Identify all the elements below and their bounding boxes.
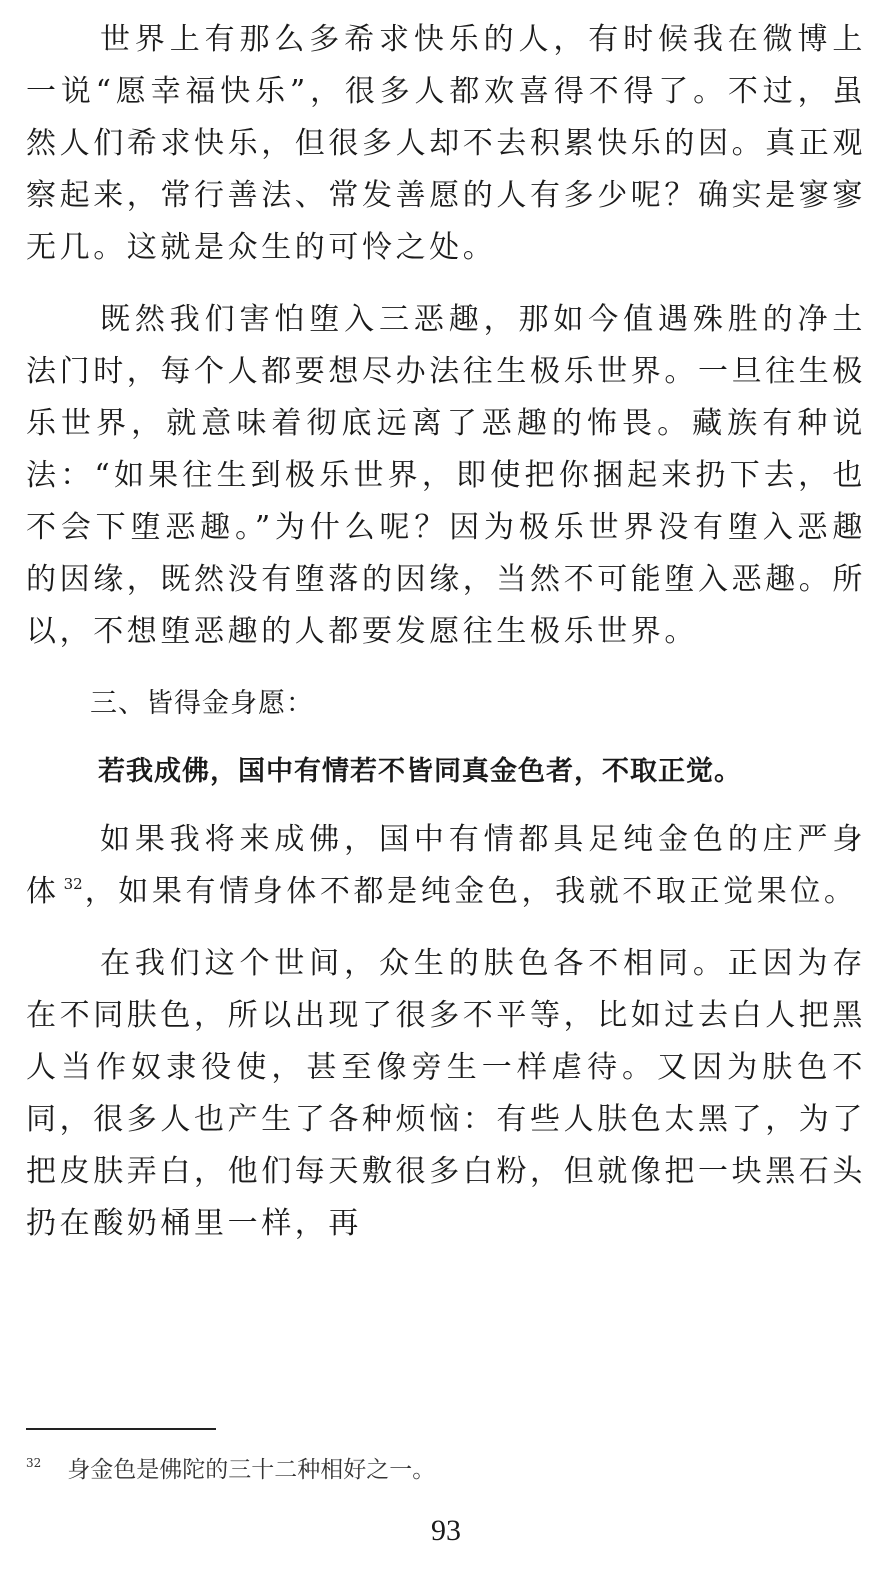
- paragraph-spacer: [26, 658, 866, 678]
- body-paragraph-1: 世界上有那么多希求快乐的人，有时候我在微博上一说“愿幸福快乐”，很多人都欢喜得不得了。不过，虽然人们希求快乐，但很多人却不去积累快乐的因。真正观察起来，常行善法、常发善愿的人有多少呢？确实是寥寥无几。这就是众生的可怜之处。: [26, 22, 866, 265]
- paragraph-spacer: [26, 918, 866, 938]
- paragraph-spacer: [26, 798, 866, 814]
- paragraph-spacer: [26, 730, 866, 746]
- footnote: [26, 1446, 435, 1487]
- paragraph-spacer: [26, 274, 866, 294]
- paragraph-3-text-a: 如果我将来成佛，国中有情都具足纯金色的庄严身体: [26, 822, 866, 909]
- body-paragraph-3: [26, 814, 866, 918]
- body-paragraph-4: 在我们这个世间，众生的肤色各不相同。正因为存在不同肤色，所以出现了很多不平等，比如过去白人把黑人当作奴隶役使，甚至像旁生一样虐待。又因为肤色不同，很多人也产生了各种烦恼：有些人肤色太黑了，为了把皮肤弄白，他们每天敷很多白粉，但就像把一块黑石头扔在酸奶桶里一样，再: [26, 946, 866, 1241]
- vow-verse: 若我成佛，国中有情若不皆同真金色者，不取正觉。: [98, 756, 742, 787]
- footnote-reference: 32: [63, 875, 83, 893]
- footnote-divider: [26, 1428, 216, 1430]
- footnote-text: 身金色是佛陀的三十二种相好之一。: [67, 1457, 436, 1483]
- page-number: 93: [431, 1514, 461, 1547]
- page-body: [26, 14, 866, 1250]
- body-paragraph-2: 既然我们害怕堕入三恶趣，那如今值遇殊胜的净土法门时，每个人都要想尽办法往生极乐世界。一旦往生极乐世界，就意味着彻底远离了恶趣的怖畏。藏族有种说法：“如果往生到极乐世界，即使把你捆起来扔下去，也不会下堕恶趣。”为什么呢？因为极乐世界没有堕入恶趣的因缘，既然没有堕落的因缘，当然不可能堕入恶趣。所以，不想堕恶趣的人都要发愿往生极乐世界。: [26, 302, 866, 649]
- section-heading: 三、皆得金身愿：: [90, 688, 314, 719]
- paragraph-3-text-b: ，如果有情身体不都是纯金色，我就不取正觉果位。: [84, 874, 858, 909]
- footnote-number: 32: [26, 1456, 42, 1470]
